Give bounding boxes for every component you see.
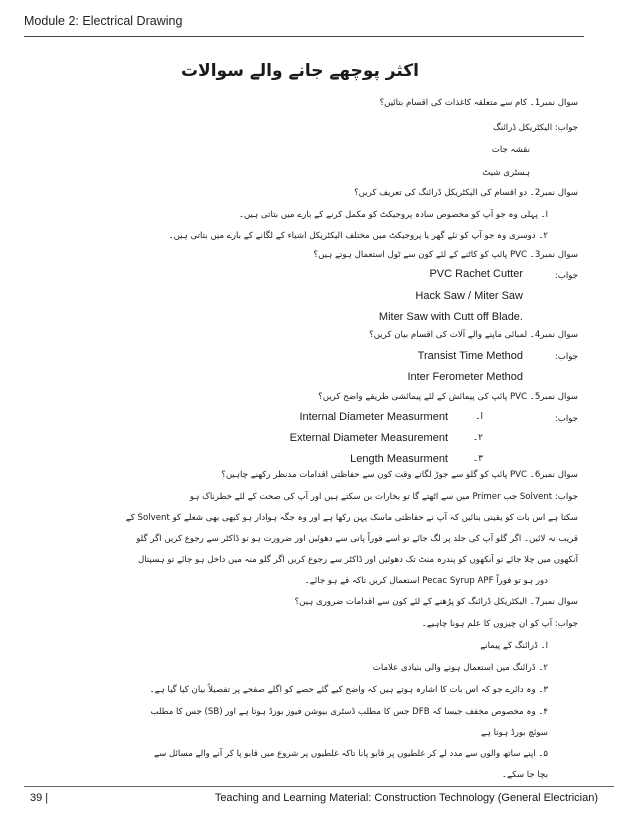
answer-6-line-5: دور ہو تو فوراً Pecac Syrup APF استعمال کریں تاکہ قے ہو جائے۔: [304, 576, 548, 586]
answer-6-line-4: آنکھوں میں چلا جائے تو آنکھوں کو پندرہ منٹ تک دھوئیں اور ڈاکٹر سے رجوع کریں اگر گلو منہ میں داخل ہو جائے تو ہسپتال: [137, 555, 578, 565]
method-transist-time: Transist Time Method: [417, 350, 523, 362]
item-marker-2: ۲۔: [472, 433, 483, 443]
measure-external-diameter: External Diameter Measurement: [289, 432, 448, 444]
question-1: سوال نمبر1۔ کام سے متعلقہ کاغذات کی اقسام بتائیں؟: [379, 98, 578, 108]
question-4: سوال نمبر4۔ لمبائی ماپنے والے آلات کی اقسام بیان کریں؟: [369, 330, 578, 340]
answer-1-item-2: نقشہ جات: [491, 145, 530, 155]
answer-6-line-3: قریب نہ لائیں۔ اگر گلو آپ کی جلد پر لگ جائے تو اسے فوراً پانی سے دھوئیں اور ضرورت ہو تو ڈاکٹر سے رجوع کریں اگر گلو: [136, 534, 578, 544]
footer-text: Teaching and Learning Material: Construction Technology (General Electrician): [214, 792, 598, 804]
answer-7-item-1: ا۔ ڈرائنگ کے پیمانے: [480, 641, 548, 651]
method-inter-ferometer: Inter Ferometer Method: [407, 371, 523, 383]
question-7: سوال نمبر7۔ الیکٹریکل ڈرائنگ کو پڑھنے کے لئے کون سے اقدامات ضروری ہیں؟: [294, 597, 578, 607]
answer-6-line-1: جواب: Solvent جب Primer میں سے اٹھتے گا تو بخارات بن سکتے ہیں اور آپ کی صحت کے لئے خطرناک ہو: [189, 492, 578, 502]
answer-3-label: جواب:: [554, 271, 578, 281]
measure-internal-diameter: Internal Diameter Measurment: [299, 411, 448, 423]
answer-7-item-4: ۴۔ وہ مخصوص مخفف جیسا کہ DFB جس کا مطلب ڈسٹری بیوشن فیوز بورڈ ہوتا ہے اور (SB) جس کا مطلب: [150, 707, 548, 717]
answer-5-label: جواب:: [554, 414, 578, 424]
tool-hack-saw: Hack Saw / Miter Saw: [415, 290, 523, 302]
answer-2-item-2: ۲۔ دوسری وہ جو آپ کو نئے گھر یا پروجیکٹ میں مختلف الیکٹریکل اشیاء کے لگانے کے بارے میں بتاتی ہیں۔: [168, 231, 548, 241]
page-title: اکثر پوچھے جانے والے سوالات: [180, 61, 420, 81]
page-header: [24, 8, 584, 37]
answer-1: جواب: الیکٹریکل ڈرائنگ: [493, 123, 578, 133]
answer-6-line-2: سکتا ہے اس بات کو یقینی بنائیں کہ آپ نے حفاظتی ماسک پہن رکھا ہے اور وہ جگہ ہوادار ہو کبھی بھی شعلے کو Solvent کے: [125, 513, 578, 523]
answer-7-intro: جواب: آپ کو ان چیزوں کا علم ہونا چاہیے۔: [421, 619, 578, 629]
answer-7-item-3: ۳۔ وہ دائرے جو کہ اس بات کا اشارہ ہوتے ہیں کہ واضح کیے گئے حصے کو اگلے صفحے پر تفصیلاً بیان کیا گیا ہے۔: [149, 685, 548, 695]
tool-miter-saw: Miter Saw with Cutt off Blade.: [378, 311, 523, 323]
answer-7-item-2: ۲۔ ڈرائنگ میں استعمال ہونے والی بنیادی علامات: [372, 663, 548, 673]
question-2: سوال نمبر2۔ دو اقسام کی الیکٹریکل ڈرائنگ کی تعریف کریں؟: [354, 188, 578, 198]
answer-2-item-1: ا۔ پہلی وہ جو آپ کو مخصوص سادہ پروجیکٹ کو مکمل کرنے کے بارے میں بتاتی ہیں۔: [238, 210, 548, 220]
question-5: سوال نمبر5۔ PVC پائپ کی پیمائش کے لئے پیمائشی طریقے واضح کریں؟: [318, 392, 578, 402]
answer-4-label: جواب:: [554, 352, 578, 362]
module-title: Module 2: Electrical Drawing: [24, 14, 183, 28]
item-marker-1: ا۔: [475, 412, 483, 422]
question-6: سوال نمبر6۔ PVC پائپ کو گلو سے جوڑ لگاتے وقت کون سے حفاظتی اقدامات مدنظر رکھنے چاہیں؟: [221, 470, 578, 480]
tool-pvc-rachet-cutter: PVC Rachet Cutter: [429, 268, 523, 280]
item-marker-3: ۳۔: [472, 454, 483, 464]
answer-7-item-5-cont: بچا جا سکے۔: [502, 770, 548, 780]
footer-rule: [24, 786, 614, 787]
measure-length: Length Measurment: [350, 453, 448, 465]
answer-7-item-4-cont: سوئچ بورڈ ہوتا ہے: [480, 728, 548, 738]
page-number: 39 |: [30, 792, 49, 804]
answer-7-item-5: ۵۔ اپنے ساتھ والوں سے مدد لے کر غلطیوں پر قابو پانا تاکہ غلطیوں پر شروع میں قابو پا کر آنے والے مسائل سے: [154, 749, 548, 759]
answer-1-item-3: ہسٹری شیٹ: [482, 168, 530, 178]
question-3: سوال نمبر3۔ PVC پائپ کو کاٹنے کے لئے کون سے ٹول استعمال ہوتے ہیں؟: [313, 250, 578, 260]
